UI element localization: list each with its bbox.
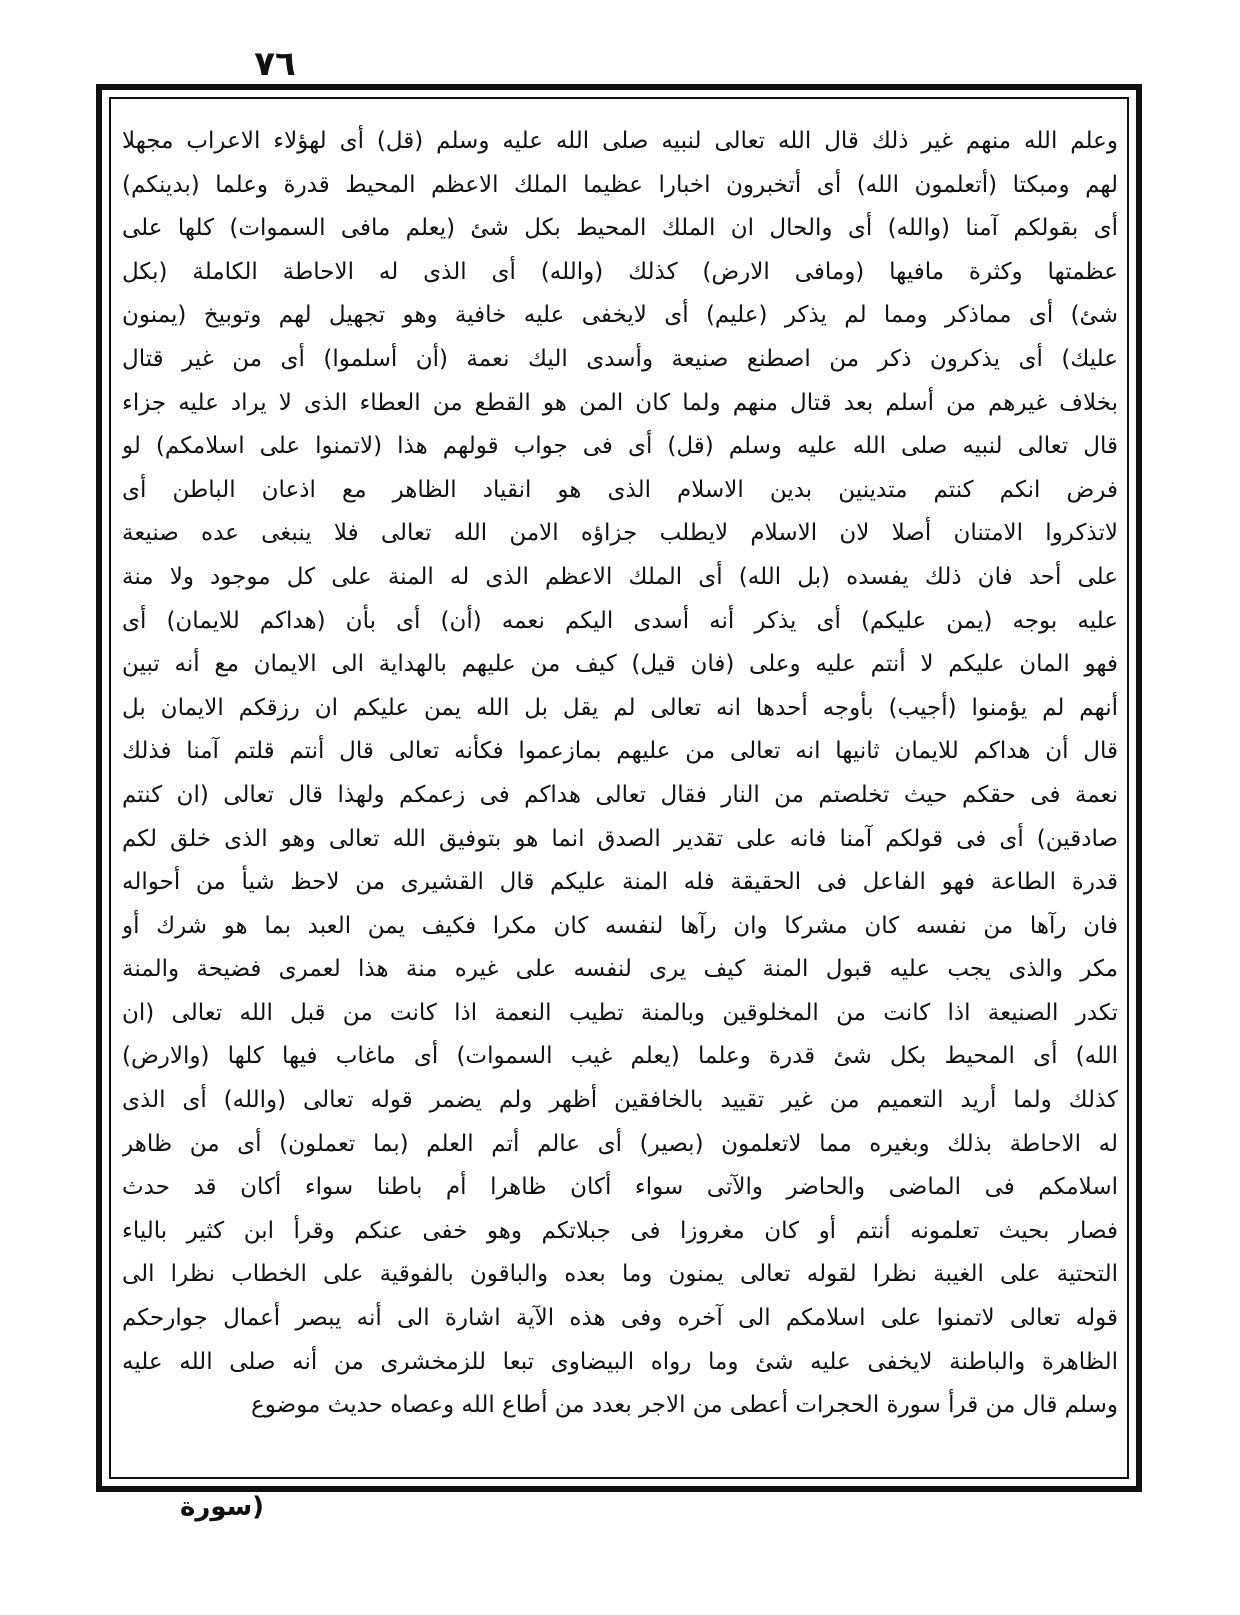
text-line: لهم ومبكتا (أتعلمون الله) أى أتخبرون اخبارا عظيما الملك الاعظم المحيط قدرة وعلما (بدينكم) xyxy=(122,171,1118,198)
text-line: قدرة الطاعة فهو الفاعل فى الحقيقة فله المنة عليكم قال القشيرى من لاحظ شيأ من أحواله xyxy=(122,869,1118,896)
page-number: ٧٦ xyxy=(254,44,296,84)
text-line: أنهم لم يؤمنوا (أجيب) بأوجه أحدها انه تعالى لم يقل بل الله يمن عليكم ان رزقكم الايمان بل xyxy=(122,694,1118,721)
text-line: فرض انكم كنتم متدينين بدين الاسلام الذى هو انقياد الظاهر مع اذعان الباطن أى xyxy=(122,476,1118,503)
text-line: صادقين) أى فى قولكم آمنا فانه على تقدير الصدق انما هو بتوفيق الله تعالى وهو الذى خلق لكم xyxy=(122,825,1118,852)
text-line: على أحد فان ذلك يفسده (بل الله) أى الملك الاعظم الذى له المنة على كل موجود ولا منة xyxy=(122,563,1118,590)
text-line: نعمة فى حقكم حيث تخلصتم من النار فقال تعالى هداكم فى زعمكم ولهذا قال تعالى (ان كنتم xyxy=(122,781,1118,808)
main-text-block xyxy=(122,120,1118,1428)
text-line: شئ) أى مماذكر ومما لم يذكر (عليم) أى لايخفى عليه خافية وهو تجهيل لهم وتوبيخ (يمنون xyxy=(122,302,1118,329)
text-line: اسلامكم فى الماضى والحاضر والآتى سواء أكان ظاهرا أم باطنا سواء أكان قد حدث xyxy=(122,1174,1118,1201)
text-line: لاتذكروا الامتنان أصلا لان الاسلام لايطلب جزاؤه الامن الله تعالى فلا ينبغى عده صنيعة xyxy=(122,520,1118,547)
text-line: فهو المان عليكم لا أنتم عليه وعلى (فان قيل) كيف من عليهم بالهداية الى الايمان مع أنه تبين xyxy=(122,651,1118,678)
text-line: عليك) أى يذكرون ذكر من اصطنع صنيعة وأسدى اليك نعمة (أن أسلموا) أى من غير قتال xyxy=(122,345,1118,372)
text-line: له الاحاطة بذلك وبغيره مما لاتعلمون (بصير) أى عالم أتم العلم (بما تعملون) أى من ظاهر xyxy=(122,1130,1118,1157)
text-line: التحتية على الغيبة نظرا لقوله تعالى يمنون وما بعده والباقون بالفوقية على الخطاب نظرا الى xyxy=(122,1261,1118,1288)
text-line: وعلم الله منهم غير ذلك قال الله تعالى لنبيه صلى الله عليه وسلم (قل) أى لهؤلاء الاعراب مجهلا xyxy=(122,128,1118,154)
text-line: عليه بوجه (يمن عليكم) أى يذكر أنه أسدى اليكم نعمه (أن) أى بأن (هداكم للايمان) أى xyxy=(122,607,1118,634)
text-line: بخلاف غيرهم من أسلم بعد قتال منهم ولما كان المن هو القطع من العطاء الذى لا يراد عليه جزاء xyxy=(122,389,1118,416)
text-line: قال أن هداكم للايمان ثانيها انه تعالى من عليهم بمازعموا فكأنه تعالى قال أنتم قلتم آمنا فذلك xyxy=(122,738,1118,765)
text-line: قوله تعالى لاتمنوا على اسلامكم الى آخره وفى هذه الآية اشارة الى أنه يبصر أعمال جوارحكم xyxy=(122,1305,1118,1332)
text-line: قال تعالى لنبيه صلى الله عليه وسلم (قل) أى فى جواب قولهم هذا (لاتمنوا على اسلامكم) لو xyxy=(122,433,1118,460)
text-line: تكدر الصنيعة اذا كانت من المخلوقين وبالمنة تطيب النعمة اذا كانت من قبل الله تعالى (ان xyxy=(122,999,1118,1026)
text-line: وسلم قال من قرأ سورة الحجرات أعطى من الاجر بعدد من أطاع الله وعصاه حديث موضوع xyxy=(251,1392,1118,1419)
text-line: الظاهرة والباطنة لايخفى عليه شئ وما رواه البيضاوى تبعا للزمخشرى من أنه صلى الله عليه xyxy=(122,1348,1118,1375)
text-line: فصار بحيث تعلمونه أنتم أو كان مغروزا فى جبلاتكم وهو خفى عنكم وقرأ ابن كثير بالياء xyxy=(122,1217,1118,1244)
text-line: الله) أى المحيط بكل شئ قدرة وعلما (يعلم غيب السموات) أى ماغاب فيها كلها (والارض) xyxy=(122,1043,1118,1070)
text-line: كذلك ولما أريد التعميم من غير تقييد بالخافقين أظهر ولم يضمر قوله تعالى (والله) أى الذى xyxy=(122,1087,1118,1114)
text-line: مكر والذى يجب عليه قبول المنة كيف يرى لنفسه على غيره منة هذا لعمرى فضيحة والمنة xyxy=(122,956,1118,983)
text-line: عظمتها وكثرة مافيها (ومافى الارض) كذلك (والله) أى الذى له الاحاطة الكاملة (بكل xyxy=(122,258,1118,285)
text-line: فان رآها من نفسه كان مشركا وان رآها لنفسه كان مكرا فكيف يمن العبد بما هو شرك أو xyxy=(122,912,1118,939)
catchword: (سورة xyxy=(180,1492,265,1522)
text-line: أى بقولكم آمنا (والله) أى والحال ان الملك المحيط بكل شئ (يعلم مافى السموات) كلها على xyxy=(122,215,1118,242)
